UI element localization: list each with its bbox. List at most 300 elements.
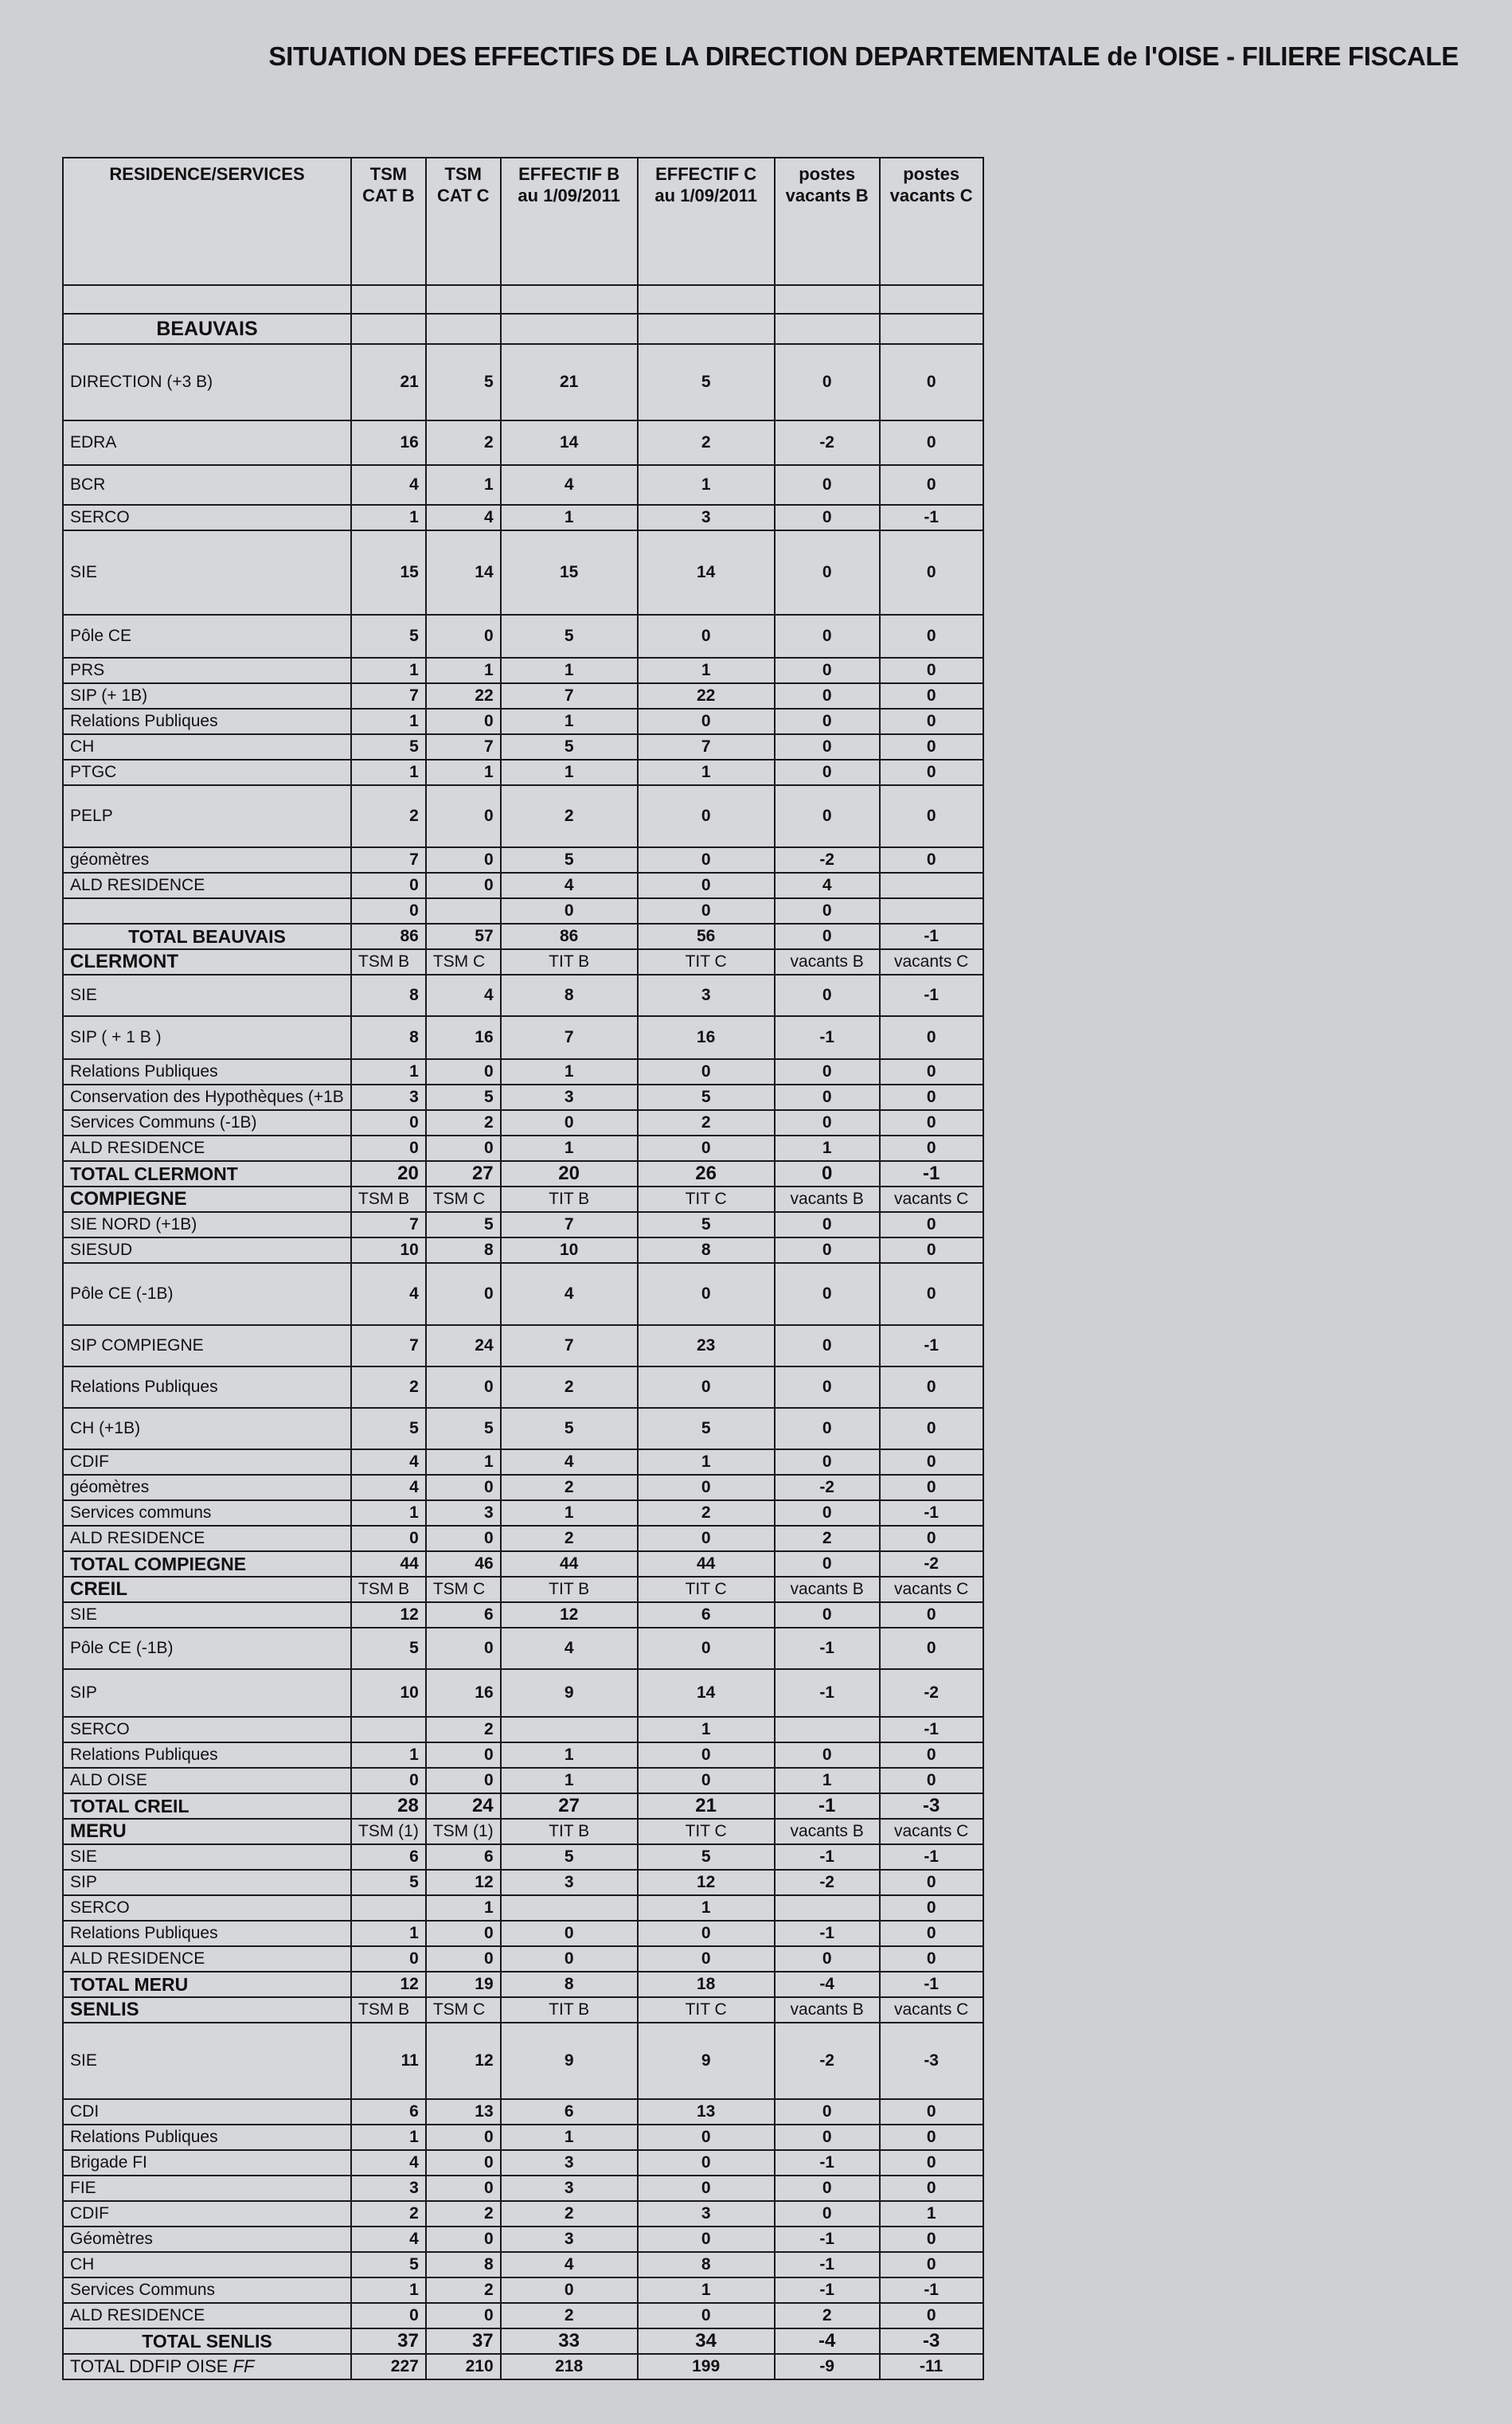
cell-col-2: 1	[426, 1895, 501, 1921]
cell-col-3: 0	[501, 1946, 638, 1972]
cell-col-1: 3	[351, 2176, 426, 2201]
cell-col-6: 0	[880, 1212, 983, 1237]
cell-col-6: -2	[880, 1669, 983, 1717]
cell-col-4	[638, 314, 775, 344]
cell-col-4: 2	[638, 420, 775, 465]
cell-col-4: 0	[638, 898, 775, 924]
cell-col-4: 26	[638, 1161, 775, 1187]
cell-col-2: TSM C	[426, 949, 501, 975]
grand-row	[63, 2354, 983, 2379]
cell-col-2: 0	[426, 615, 501, 658]
cell-col-4: 0	[638, 2125, 775, 2150]
cell-col-4: 0	[638, 1526, 775, 1551]
cell-col-4: 0	[638, 1263, 775, 1325]
cell-col-1: 4	[351, 2150, 426, 2176]
cell-col-2: 0	[426, 873, 501, 898]
cell-col-6: 0	[880, 683, 983, 709]
cell-col-1: 4	[351, 1449, 426, 1475]
cell-col-1: 5	[351, 1628, 426, 1669]
row-label: CDIF	[63, 1449, 351, 1475]
table-row	[63, 1870, 983, 1895]
cell-col-3: 4	[501, 873, 638, 898]
cell-col-2	[426, 314, 501, 344]
cell-col-3: 1	[501, 1500, 638, 1526]
row-label: COMPIEGNE	[63, 1187, 351, 1212]
cell-col-4: 0	[638, 1059, 775, 1085]
cell-col-5: 0	[775, 2201, 880, 2227]
cell-col-4: 21	[638, 1793, 775, 1819]
spacer-row	[63, 285, 983, 314]
cell-col-6	[880, 873, 983, 898]
row-label: FIE	[63, 2176, 351, 2201]
table-row	[63, 760, 983, 785]
cell-col-5: -1	[775, 1844, 880, 1870]
table-row	[63, 1449, 983, 1475]
row-label: Relations Publiques	[63, 1921, 351, 1946]
table-row	[63, 2099, 983, 2125]
row-label: BCR	[63, 465, 351, 505]
total-row	[63, 1972, 983, 1997]
cell-col-6: -1	[880, 1972, 983, 1997]
cell-col-3: 3	[501, 2176, 638, 2201]
cell-col-4: 1	[638, 2277, 775, 2303]
row-label: TOTAL BEAUVAIS	[63, 924, 351, 949]
cell-col-2: 27	[426, 1161, 501, 1187]
row-label: Services Communs (-1B)	[63, 1110, 351, 1136]
cell-col-1: 4	[351, 2227, 426, 2252]
cell-col-6: -1	[880, 1500, 983, 1526]
cell-col-1: 4	[351, 1263, 426, 1325]
cell-col-2: 1	[426, 465, 501, 505]
cell-col-3: 5	[501, 1844, 638, 1870]
cell-col-4: 8	[638, 1237, 775, 1263]
cell-col-5: 1	[775, 1136, 880, 1161]
cell-col-4: 1	[638, 1717, 775, 1742]
cell-col-5: 2	[775, 2303, 880, 2328]
table-row	[63, 2303, 983, 2328]
cell-col-3: 2	[501, 1526, 638, 1551]
cell-col-5: 0	[775, 898, 880, 924]
row-label: TOTAL MERU	[63, 1972, 351, 1997]
cell-col-5: 2	[775, 1526, 880, 1551]
cell-col-5: 0	[775, 1212, 880, 1237]
cell-col-6: 0	[880, 2303, 983, 2328]
cell-col-6: -11	[880, 2354, 983, 2379]
table-row	[63, 785, 983, 847]
cell-col-6: -1	[880, 505, 983, 530]
row-label: SIE	[63, 2023, 351, 2099]
cell-col-6: -3	[880, 2328, 983, 2354]
table-row	[63, 1110, 983, 1136]
cell-col-4: 22	[638, 683, 775, 709]
cell-col-3: TIT B	[501, 1819, 638, 1844]
cell-col-3	[501, 1717, 638, 1742]
cell-col-3: 0	[501, 1110, 638, 1136]
table-row	[63, 1475, 983, 1500]
cell-col-1: 1	[351, 658, 426, 683]
cell-col-6: 0	[880, 530, 983, 615]
cell-col-2: TSM C	[426, 1577, 501, 1602]
cell-col-3: 0	[501, 1921, 638, 1946]
cell-col-3: 218	[501, 2354, 638, 2379]
cell-col-5: 0	[775, 1500, 880, 1526]
cell-col-3: 4	[501, 2252, 638, 2277]
cell-col-2: 0	[426, 1628, 501, 1669]
cell-col-5: 4	[775, 873, 880, 898]
cell-col-6: 0	[880, 1237, 983, 1263]
cell-col-5: 0	[775, 658, 880, 683]
cell-col-4: 14	[638, 1669, 775, 1717]
cell-col-2: 12	[426, 2023, 501, 2099]
cell-col-1: 21	[351, 344, 426, 420]
sechdr-row	[63, 1819, 983, 1844]
cell-col-6	[880, 898, 983, 924]
table-row	[63, 1237, 983, 1263]
table-row	[63, 975, 983, 1016]
cell-col-3: 5	[501, 1408, 638, 1449]
cell-col-2: 0	[426, 1768, 501, 1793]
table-row	[63, 2150, 983, 2176]
cell-col-3: 1	[501, 2125, 638, 2150]
row-label: ALD RESIDENCE	[63, 1946, 351, 1972]
sechdr-row	[63, 1187, 983, 1212]
cell-col-1: 5	[351, 615, 426, 658]
cell-col-3: 6	[501, 2099, 638, 2125]
section-row	[63, 314, 983, 344]
table-row	[63, 1212, 983, 1237]
cell-col-4: 0	[638, 785, 775, 847]
cell-col-2: 5	[426, 344, 501, 420]
cell-col-1: 1	[351, 2277, 426, 2303]
cell-col-6: -3	[880, 1793, 983, 1819]
cell-col-3: 14	[501, 420, 638, 465]
cell-col-3: 9	[501, 1669, 638, 1717]
cell-col-6: 0	[880, 1366, 983, 1408]
cell-col-4: 0	[638, 2303, 775, 2328]
cell-col-4: 5	[638, 1212, 775, 1237]
cell-col-6: 0	[880, 344, 983, 420]
cell-col-5: vacants B	[775, 1997, 880, 2023]
cell-col-1: 8	[351, 975, 426, 1016]
cell-col-3: 1	[501, 1059, 638, 1085]
cell-col-2: 2	[426, 2201, 501, 2227]
cell-col-4: 0	[638, 1946, 775, 1972]
cell-col-1: 1	[351, 760, 426, 785]
cell-col-5: 0	[775, 1161, 880, 1187]
row-label: BEAUVAIS	[63, 314, 351, 344]
cell-col-4: 1	[638, 465, 775, 505]
total-row	[63, 1793, 983, 1819]
table-row	[63, 658, 983, 683]
cell-col-3: 44	[501, 1551, 638, 1577]
table-row	[63, 420, 983, 465]
cell-col-2: 14	[426, 530, 501, 615]
cell-col-2: 0	[426, 1475, 501, 1500]
cell-col-5: 0	[775, 760, 880, 785]
table-row	[63, 847, 983, 873]
cell-col-1: 1	[351, 505, 426, 530]
cell-col-5: -1	[775, 2150, 880, 2176]
cell-col-3: 1	[501, 760, 638, 785]
row-label: Géomètres	[63, 2227, 351, 2252]
cell-col-4: 2	[638, 1110, 775, 1136]
cell-col-2: 16	[426, 1016, 501, 1059]
row-label: SIP ( + 1 B )	[63, 1016, 351, 1059]
cell-col-1: 1	[351, 1742, 426, 1768]
row-label: SERCO	[63, 1717, 351, 1742]
cell-col-5: -2	[775, 1870, 880, 1895]
cell-col-4: 0	[638, 615, 775, 658]
cell-col-4: TIT C	[638, 1577, 775, 1602]
cell-col-3: 3	[501, 1085, 638, 1110]
row-label: SIP (+ 1B)	[63, 683, 351, 709]
cell-col-2: 46	[426, 1551, 501, 1577]
cell-col-1: 5	[351, 2252, 426, 2277]
row-label: SIP COMPIEGNE	[63, 1325, 351, 1366]
header-tsm-cat-b: TSM CAT B	[351, 158, 426, 285]
cell-col-2: 0	[426, 2150, 501, 2176]
row-label: SIP	[63, 1669, 351, 1717]
cell-col-2: 24	[426, 1793, 501, 1819]
cell-col-6: 0	[880, 1870, 983, 1895]
table-row	[63, 1946, 983, 1972]
cell-col-6: -1	[880, 1844, 983, 1870]
cell-col-5: 0	[775, 2176, 880, 2201]
cell-col-1: 5	[351, 1870, 426, 1895]
row-label: SIESUD	[63, 1237, 351, 1263]
row-label: Relations Publiques	[63, 1059, 351, 1085]
cell-col-5: 0	[775, 1946, 880, 1972]
cell-col-1: 5	[351, 1408, 426, 1449]
cell-col-6: 0	[880, 420, 983, 465]
cell-col-6: 0	[880, 2252, 983, 2277]
cell-col-4: 16	[638, 1016, 775, 1059]
cell-col-4: 13	[638, 2099, 775, 2125]
cell-col-4: 0	[638, 2227, 775, 2252]
row-label: EDRA	[63, 420, 351, 465]
cell-col-3: 5	[501, 847, 638, 873]
document-title: SITUATION DES EFFECTIFS DE LA DIRECTION DEPARTEMENTALE de l'OISE - FILIERE FISCALE	[268, 41, 1459, 71]
cell-col-6: vacants C	[880, 949, 983, 975]
cell-col-6: -3	[880, 2023, 983, 2099]
cell-col-2: TSM (1)	[426, 1819, 501, 1844]
cell-col-3: 4	[501, 1628, 638, 1669]
cell-col-4: 0	[638, 1742, 775, 1768]
cell-col-4: 0	[638, 873, 775, 898]
cell-col-6: 0	[880, 658, 983, 683]
cell-col-2: 5	[426, 1085, 501, 1110]
cell-col-3: 0	[501, 2277, 638, 2303]
row-label: CLERMONT	[63, 949, 351, 975]
cell-col-5: 0	[775, 2099, 880, 2125]
row-label: SIE NORD (+1B)	[63, 1212, 351, 1237]
cell-col-4: 6	[638, 1602, 775, 1628]
total-row	[63, 2328, 983, 2354]
total-row	[63, 1551, 983, 1577]
table-row	[63, 709, 983, 734]
cell-col-2: 0	[426, 1366, 501, 1408]
cell-col-3: 1	[501, 1742, 638, 1768]
cell-col-2: 4	[426, 505, 501, 530]
cell-col-4: 0	[638, 2150, 775, 2176]
cell-col-5: -2	[775, 1475, 880, 1500]
cell-col-5: 1	[775, 1768, 880, 1793]
cell-col-4: 56	[638, 924, 775, 949]
cell-col-1: 7	[351, 683, 426, 709]
cell-col-1: 28	[351, 1793, 426, 1819]
header-postes-vacants-c: postes vacants C	[880, 158, 983, 285]
table-row	[63, 734, 983, 760]
cell-col-6: -1	[880, 1325, 983, 1366]
cell-col-2: 2	[426, 2277, 501, 2303]
cell-col-6: 0	[880, 1059, 983, 1085]
cell-col-1: 1	[351, 1921, 426, 1946]
cell-col-5: 0	[775, 465, 880, 505]
table-row	[63, 530, 983, 615]
cell-col-1: 4	[351, 465, 426, 505]
cell-col-5: 0	[775, 1085, 880, 1110]
row-label: TOTAL SENLIS	[63, 2328, 351, 2354]
cell-col-2: 0	[426, 1059, 501, 1085]
cell-col-6: 0	[880, 1526, 983, 1551]
cell-col-2	[426, 898, 501, 924]
table-row	[63, 1059, 983, 1085]
cell-col-1: 7	[351, 847, 426, 873]
cell-col-2: 8	[426, 1237, 501, 1263]
cell-col-3: 12	[501, 1602, 638, 1628]
row-label: SERCO	[63, 505, 351, 530]
cell-col-4: TIT C	[638, 1187, 775, 1212]
cell-col-4: 0	[638, 1475, 775, 1500]
cell-col-4: 2	[638, 1500, 775, 1526]
cell-col-6	[880, 314, 983, 344]
cell-col-1: 1	[351, 2125, 426, 2150]
cell-col-5: -4	[775, 2328, 880, 2354]
cell-col-5: -2	[775, 2023, 880, 2099]
cell-col-2: 6	[426, 1602, 501, 1628]
table-header-row	[63, 158, 983, 285]
cell-col-1: 7	[351, 1325, 426, 1366]
cell-col-6: 0	[880, 1768, 983, 1793]
cell-col-5: -1	[775, 2277, 880, 2303]
table-row	[63, 1366, 983, 1408]
cell-col-5: 0	[775, 1551, 880, 1577]
cell-col-4: 0	[638, 1768, 775, 1793]
cell-col-1: 12	[351, 1602, 426, 1628]
table-row	[63, 1526, 983, 1551]
row-label: Pôle CE (-1B)	[63, 1263, 351, 1325]
cell-col-4: 12	[638, 1870, 775, 1895]
cell-col-3: 20	[501, 1161, 638, 1187]
staffing-table	[62, 157, 984, 2380]
row-label: PRS	[63, 658, 351, 683]
table-row	[63, 1628, 983, 1669]
cell-col-5: -1	[775, 1921, 880, 1946]
cell-col-1: 3	[351, 1085, 426, 1110]
cell-col-4: 5	[638, 1844, 775, 1870]
table-row	[63, 1742, 983, 1768]
cell-col-4: TIT C	[638, 949, 775, 975]
row-label: CDIF	[63, 2201, 351, 2227]
cell-col-3: TIT B	[501, 1187, 638, 1212]
cell-col-3: 3	[501, 2227, 638, 2252]
table-row	[63, 1921, 983, 1946]
cell-col-5: 0	[775, 734, 880, 760]
cell-col-6: 0	[880, 2227, 983, 2252]
cell-col-6: 0	[880, 1016, 983, 1059]
cell-col-6: vacants C	[880, 1819, 983, 1844]
cell-col-2: 2	[426, 420, 501, 465]
cell-col-2: 0	[426, 1921, 501, 1946]
row-label: Conservation des Hypothèques (+1B	[63, 1085, 351, 1110]
table-row	[63, 2277, 983, 2303]
cell-col-2: 6	[426, 1844, 501, 1870]
cell-col-6: 0	[880, 734, 983, 760]
cell-col-4: 7	[638, 734, 775, 760]
cell-col-1: 5	[351, 734, 426, 760]
table-row	[63, 2252, 983, 2277]
row-label: Relations Publiques	[63, 709, 351, 734]
cell-col-5: 0	[775, 683, 880, 709]
cell-col-6: 0	[880, 1602, 983, 1628]
cell-col-6: vacants C	[880, 1577, 983, 1602]
cell-col-6: -1	[880, 1717, 983, 1742]
cell-col-2: 0	[426, 1742, 501, 1768]
row-label-text: TOTAL DDFIP OISE	[70, 2356, 229, 2376]
cell-col-6: 0	[880, 1946, 983, 1972]
cell-col-6: 0	[880, 847, 983, 873]
cell-col-2: 12	[426, 1870, 501, 1895]
cell-col-2: 3	[426, 1500, 501, 1526]
cell-col-2: 7	[426, 734, 501, 760]
row-label: CDI	[63, 2099, 351, 2125]
cell-col-2: TSM C	[426, 1997, 501, 2023]
cell-col-3: 4	[501, 465, 638, 505]
cell-col-4: 5	[638, 344, 775, 420]
cell-col-5: 0	[775, 615, 880, 658]
cell-col-6: -1	[880, 2277, 983, 2303]
cell-col-6: 0	[880, 2099, 983, 2125]
cell-col-6: 0	[880, 1449, 983, 1475]
table-row	[63, 1325, 983, 1366]
cell-col-4: 0	[638, 1921, 775, 1946]
cell-col-2: 0	[426, 2176, 501, 2201]
row-label-suffix: FF	[232, 2356, 255, 2376]
cell-col-1: 20	[351, 1161, 426, 1187]
cell-col-3: 1	[501, 658, 638, 683]
cell-col-2: 0	[426, 1263, 501, 1325]
cell-col-6: 0	[880, 1475, 983, 1500]
cell-col-2: 0	[426, 2303, 501, 2328]
cell-col-2: 0	[426, 1136, 501, 1161]
table-row	[63, 1895, 983, 1921]
cell-col-2: 8	[426, 2252, 501, 2277]
cell-col-2: 57	[426, 924, 501, 949]
cell-col-2: 24	[426, 1325, 501, 1366]
row-label: Relations Publiques	[63, 1366, 351, 1408]
cell-col-3: 21	[501, 344, 638, 420]
cell-col-4: 34	[638, 2328, 775, 2354]
cell-col-4: 1	[638, 658, 775, 683]
cell-col-1: 16	[351, 420, 426, 465]
row-label: Brigade FI	[63, 2150, 351, 2176]
cell-col-1: 12	[351, 1972, 426, 1997]
cell-col-3: 8	[501, 975, 638, 1016]
cell-col-2: 22	[426, 683, 501, 709]
cell-col-1: 1	[351, 1500, 426, 1526]
cell-col-1: 10	[351, 1237, 426, 1263]
cell-col-5: 0	[775, 344, 880, 420]
